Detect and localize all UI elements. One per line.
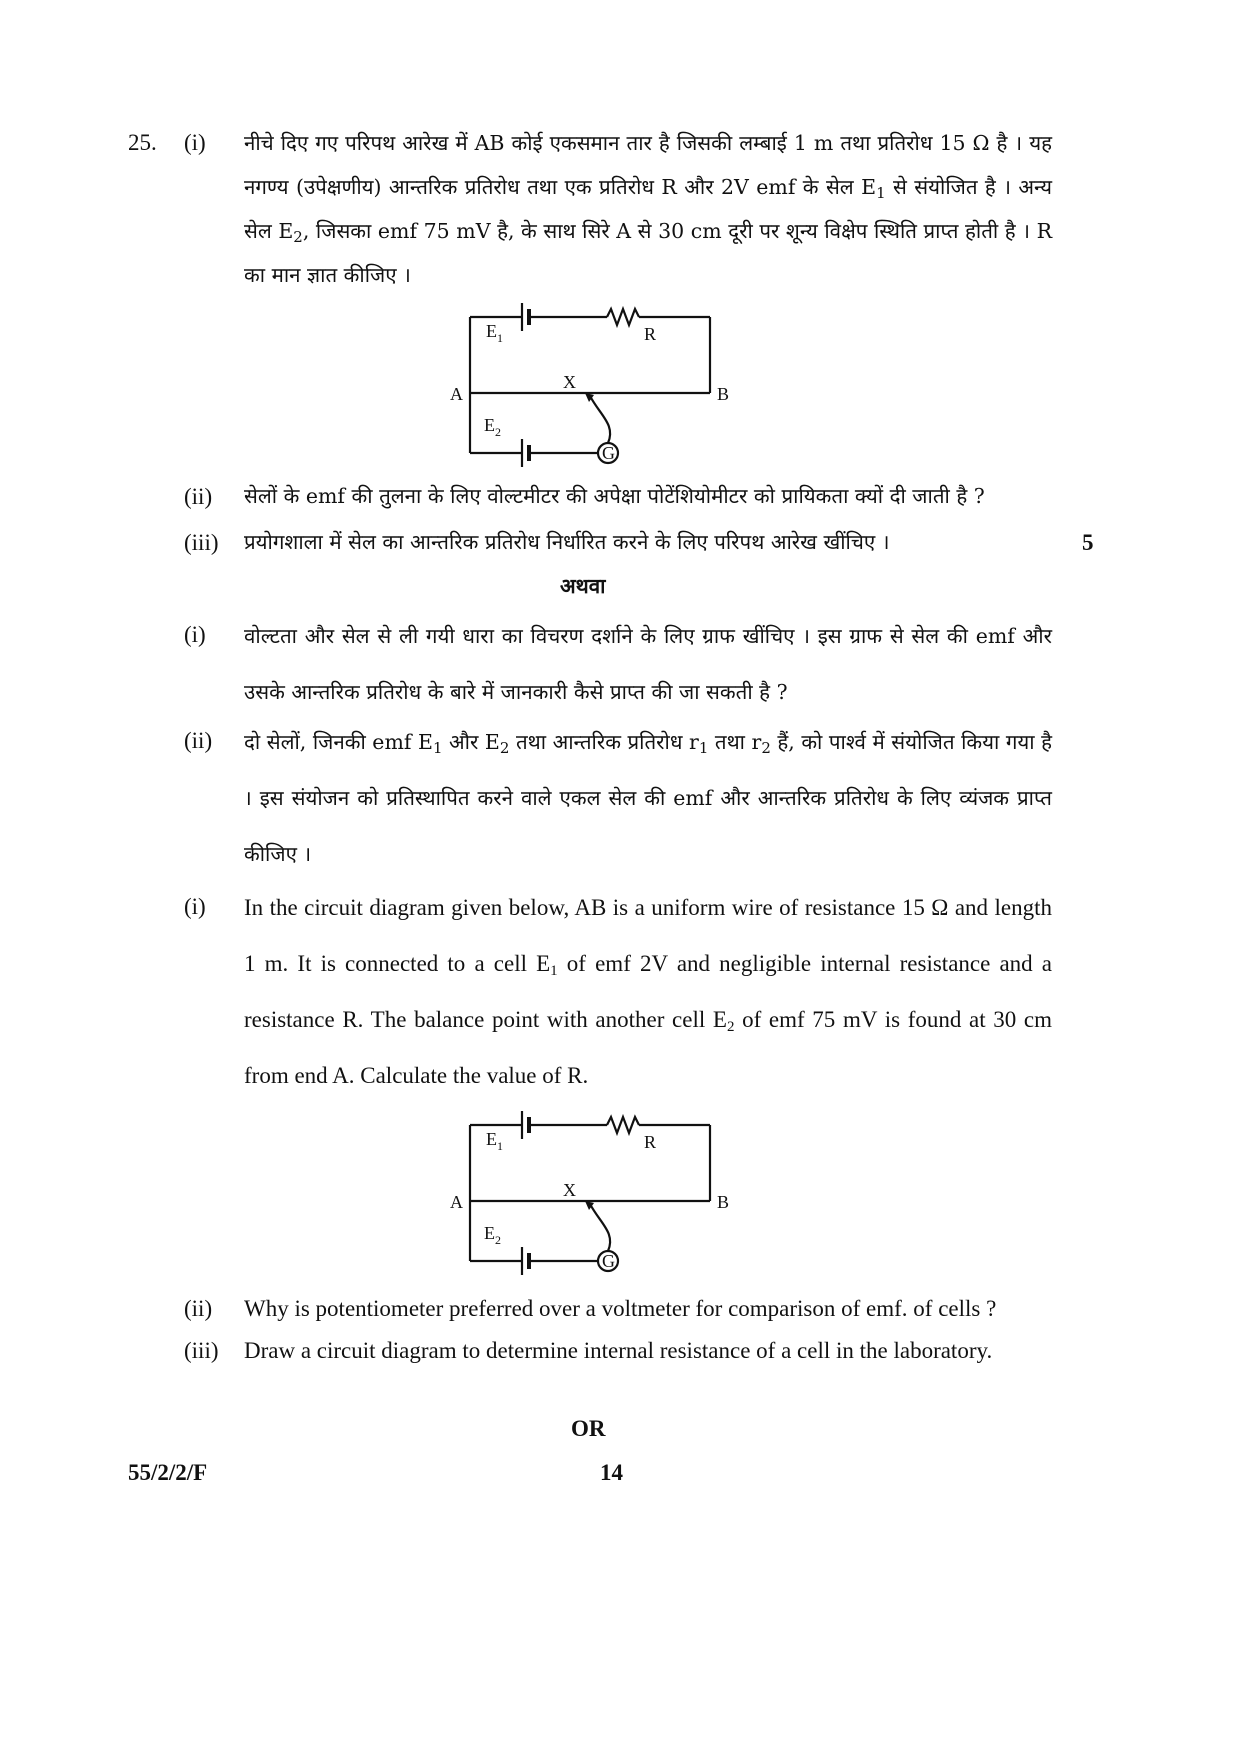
circuit-diagram-hindi — [440, 295, 740, 470]
paper-code: 55/2/2/F — [128, 1460, 208, 1485]
hindi-or-ii-text: दो सेलों, जिनकी emf $E_1$ और $E_2$ तथा आन्तरिक प्रतिरोध $r_1$ तथा $r_2$ हैं, को पार्श्व में संयोजित किया गया है । इस संयोजन को प्रतिस्थापित करने वाले एकल सेल की emf और आन्तरिक प्रतिरोध के लिए व्यंजक प्राप्त कीजिए । — [244, 730, 1052, 866]
label-b: B — [717, 1192, 730, 1212]
page-number: 14 — [600, 1460, 623, 1485]
english-ii-label: (ii) — [184, 1296, 213, 1321]
english-ii-text: Why is potentiometer preferred over a voltmeter for comparison of emf. of cells ? — [244, 1296, 997, 1321]
label-b: B — [717, 384, 730, 404]
hindi-ii-label: (ii) — [184, 484, 213, 509]
label-r: R — [644, 1132, 657, 1152]
hindi-iii-label: (iii) — [184, 530, 219, 555]
hindi-i-text: नीचे दिए गए परिपथ आरेख में AB कोई एकसमान तार है जिसकी लम्बाई 1 m तथा प्रतिरोध 15 Ω है । यह नगण्य (उपेक्षणीय) आन्तरिक प्रतिरोध तथा एक प्रतिरोध R और 2V emf के सेल $E_1$ से संयोजित है । अन्य सेल $E_2$, जिसका emf 75 mV है, के साथ सिरे A से 30 cm दूरी पर शून्य विक्षेप स्थिति प्राप्त होती है । R का मान ज्ञात कीजिए । — [244, 131, 1052, 287]
circuit-diagram-english — [440, 1103, 740, 1278]
english-iii-text: Draw a circuit diagram to determine internal resistance of a cell in the laboratory. — [244, 1338, 993, 1363]
hindi-iii-text: प्रयोगशाला में सेल का आन्तरिक प्रतिरोध निर्धारित करने के लिए परिपथ आरेख खींचिए । — [244, 530, 890, 554]
label-x: X — [563, 1180, 576, 1200]
hindi-or-ii-label: (ii) — [184, 728, 213, 753]
label-x: X — [563, 372, 576, 392]
label-e2: $E_2$ — [484, 415, 501, 439]
hindi-ii-text: सेलों के emf की तुलना के लिए वोल्टमीटर की अपेक्षा पोटेंशियोमीटर को प्रायिकता क्यों दी जाती है ? — [244, 484, 985, 508]
english-i-text: In the circuit diagram given below, AB is a uniform wire of resistance 15 Ω and length 1 m. It is connected to a cell $E_1$ of emf 2V and negligible internal resistance and a resistance R. The balance point with another cell $E_2$ of emf 75 mV is found at 30 cm from end A. Calculate the value of R. — [244, 895, 1053, 1088]
label-e1: $E_1$ — [486, 1129, 503, 1153]
english-i-label: (i) — [184, 894, 206, 919]
label-a: A — [450, 384, 463, 404]
hindi-i-label: (i) — [184, 130, 206, 155]
hindi-or-i-text: वोल्टता और सेल से ली गयी धारा का विचरण दर्शाने के लिए ग्राफ खींचिए । इस ग्राफ से सेल की emf और उसके आन्तरिक प्रतिरोध के बारे में जानकारी कैसे प्राप्त की जा सकती है ? — [244, 624, 1052, 704]
english-or: OR — [571, 1416, 606, 1441]
galvanometer-label: G — [602, 443, 615, 463]
hindi-or-i-label: (i) — [184, 622, 206, 647]
label-e1: $E_1$ — [486, 321, 503, 345]
hindi-or: अथवा — [560, 574, 606, 598]
marks: 5 — [1082, 530, 1094, 555]
label-r: R — [644, 324, 657, 344]
label-e2: $E_2$ — [484, 1223, 501, 1247]
question-number: 25. — [128, 130, 157, 155]
galvanometer-label: G — [602, 1251, 615, 1271]
english-iii-label: (iii) — [184, 1338, 219, 1363]
label-a: A — [450, 1192, 463, 1212]
